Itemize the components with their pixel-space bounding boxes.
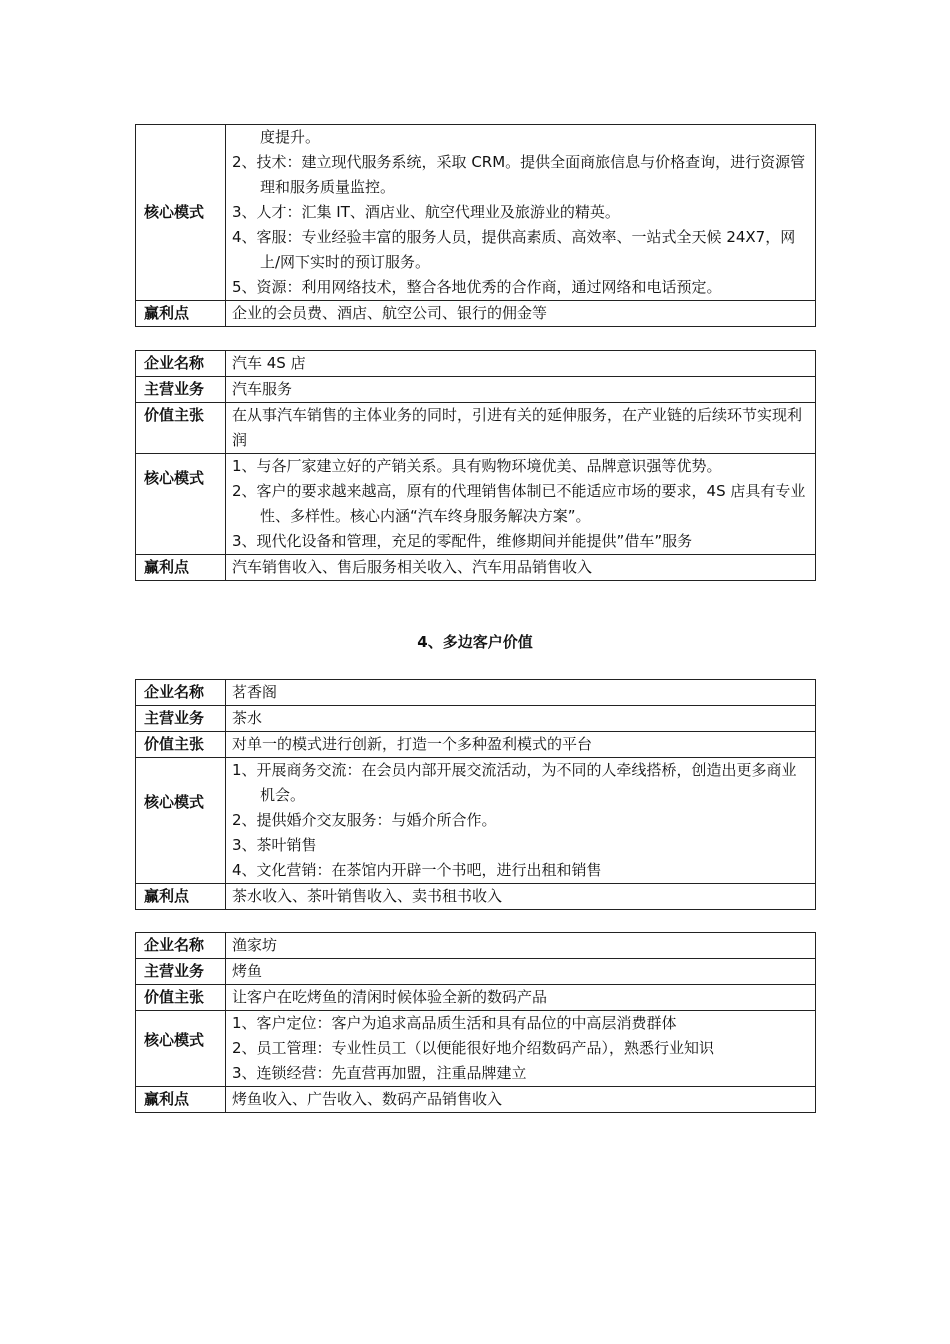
profit-label: 赢利点 bbox=[136, 301, 226, 327]
business-model-table-teahouse bbox=[135, 679, 816, 910]
list-item: 3、连锁经营：先直营再加盟，注重品牌建立 bbox=[232, 1064, 527, 1082]
list-item: 2、提供婚介交友服务：与婚介所合作。 bbox=[232, 811, 497, 829]
main-business-value: 烤鱼 bbox=[226, 959, 816, 985]
table-row bbox=[136, 732, 816, 758]
business-model-table-continued bbox=[135, 124, 816, 327]
value-proposition-label: 价值主张 bbox=[136, 732, 226, 758]
company-name-label: 企业名称 bbox=[136, 351, 226, 377]
core-model-label: 核心模式 bbox=[136, 125, 226, 301]
list-item: 2、技术：建立现代服务系统，采取 CRM。提供全面商旅信息与价格查询，进行资源管理和服务质量监控。 bbox=[232, 153, 806, 196]
list-item: 1、开展商务交流：在会员内部开展交流活动，为不同的人牵线搭桥，创造出更多商业机会。 bbox=[232, 761, 797, 804]
table-row bbox=[136, 1011, 816, 1087]
list-item: 4、客服：专业经验丰富的服务人员，提供高素质、高效率、一站式全天候 24X7，网上/网下实时的预订服务。 bbox=[232, 228, 796, 271]
profit-label: 赢利点 bbox=[136, 884, 226, 910]
main-business-label: 主营业务 bbox=[136, 959, 226, 985]
table-row bbox=[136, 454, 816, 555]
core-model-content bbox=[226, 758, 816, 884]
section-title: 4、多边客户价值 bbox=[417, 633, 533, 651]
core-model-label: 核心模式 bbox=[136, 758, 226, 884]
value-proposition-value: 在从事汽车销售的主体业务的同时，引进有关的延伸服务，在产业链的后续环节实现利润 bbox=[226, 403, 816, 454]
main-business-value: 茶水 bbox=[226, 706, 816, 732]
table-row bbox=[136, 403, 816, 454]
business-model-table-fishhouse bbox=[135, 932, 816, 1113]
list-item: 度提升。 bbox=[260, 128, 321, 146]
table-row bbox=[136, 555, 816, 581]
business-model-table-4s bbox=[135, 350, 816, 581]
table-row bbox=[136, 351, 816, 377]
table-row bbox=[136, 377, 816, 403]
core-model-label: 核心模式 bbox=[136, 454, 226, 555]
main-business-value: 汽车服务 bbox=[226, 377, 816, 403]
profit-label: 赢利点 bbox=[136, 555, 226, 581]
main-business-label: 主营业务 bbox=[136, 377, 226, 403]
table-row bbox=[136, 959, 816, 985]
list-item: 3、人才：汇集 IT、酒店业、航空代理业及旅游业的精英。 bbox=[232, 203, 620, 221]
table-row bbox=[136, 933, 816, 959]
profit-label: 赢利点 bbox=[136, 1087, 226, 1113]
profit-value: 企业的会员费、酒店、航空公司、银行的佣金等 bbox=[226, 301, 816, 327]
table-row bbox=[136, 985, 816, 1011]
table-row bbox=[136, 125, 816, 301]
list-item: 1、客户定位：客户为追求高品质生活和具有品位的中高层消费群体 bbox=[232, 1014, 677, 1032]
table-row bbox=[136, 758, 816, 884]
table-row bbox=[136, 680, 816, 706]
list-item: 1、与各厂家建立好的产销关系。具有购物环境优美、品牌意识强等优势。 bbox=[232, 457, 722, 475]
list-item: 2、员工管理：专业性员工（以便能很好地介绍数码产品），熟悉行业知识 bbox=[232, 1039, 715, 1057]
list-item: 3、茶叶销售 bbox=[232, 836, 317, 854]
table-row bbox=[136, 1087, 816, 1113]
list-item: 5、资源：利用网络技术，整合各地优秀的合作商，通过网络和电话预定。 bbox=[232, 278, 722, 296]
company-name-value: 渔家坊 bbox=[226, 933, 816, 959]
core-model-content bbox=[226, 1011, 816, 1087]
value-proposition-label: 价值主张 bbox=[136, 985, 226, 1011]
company-name-value: 茗香阁 bbox=[226, 680, 816, 706]
table-row bbox=[136, 884, 816, 910]
profit-value: 茶水收入、茶叶销售收入、卖书租书收入 bbox=[226, 884, 816, 910]
company-name-label: 企业名称 bbox=[136, 680, 226, 706]
list-item: 4、文化营销：在茶馆内开辟一个书吧，进行出租和销售 bbox=[232, 861, 602, 879]
profit-value: 烤鱼收入、广告收入、数码产品销售收入 bbox=[226, 1087, 816, 1113]
company-name-value: 汽车 4S 店 bbox=[226, 351, 816, 377]
table-row bbox=[136, 706, 816, 732]
list-item: 3、现代化设备和管理，充足的零配件，维修期间并能提供”借车”服务 bbox=[232, 532, 693, 550]
value-proposition-label: 价值主张 bbox=[136, 403, 226, 454]
core-model-content bbox=[226, 454, 816, 555]
value-proposition-value: 让客户在吃烤鱼的清闲时候体验全新的数码产品 bbox=[226, 985, 816, 1011]
main-business-label: 主营业务 bbox=[136, 706, 226, 732]
profit-value: 汽车销售收入、售后服务相关收入、汽车用品销售收入 bbox=[226, 555, 816, 581]
value-proposition-value: 对单一的模式进行创新，打造一个多种盈利模式的平台 bbox=[226, 732, 816, 758]
core-model-label: 核心模式 bbox=[136, 1011, 226, 1087]
list-item: 2、客户的要求越来越高，原有的代理销售体制已不能适应市场的要求，4S 店具有专业性、多样性。核心内涵“汽车终身服务解决方案”。 bbox=[232, 482, 806, 525]
table-row bbox=[136, 301, 816, 327]
core-model-content bbox=[226, 125, 816, 301]
company-name-label: 企业名称 bbox=[136, 933, 226, 959]
